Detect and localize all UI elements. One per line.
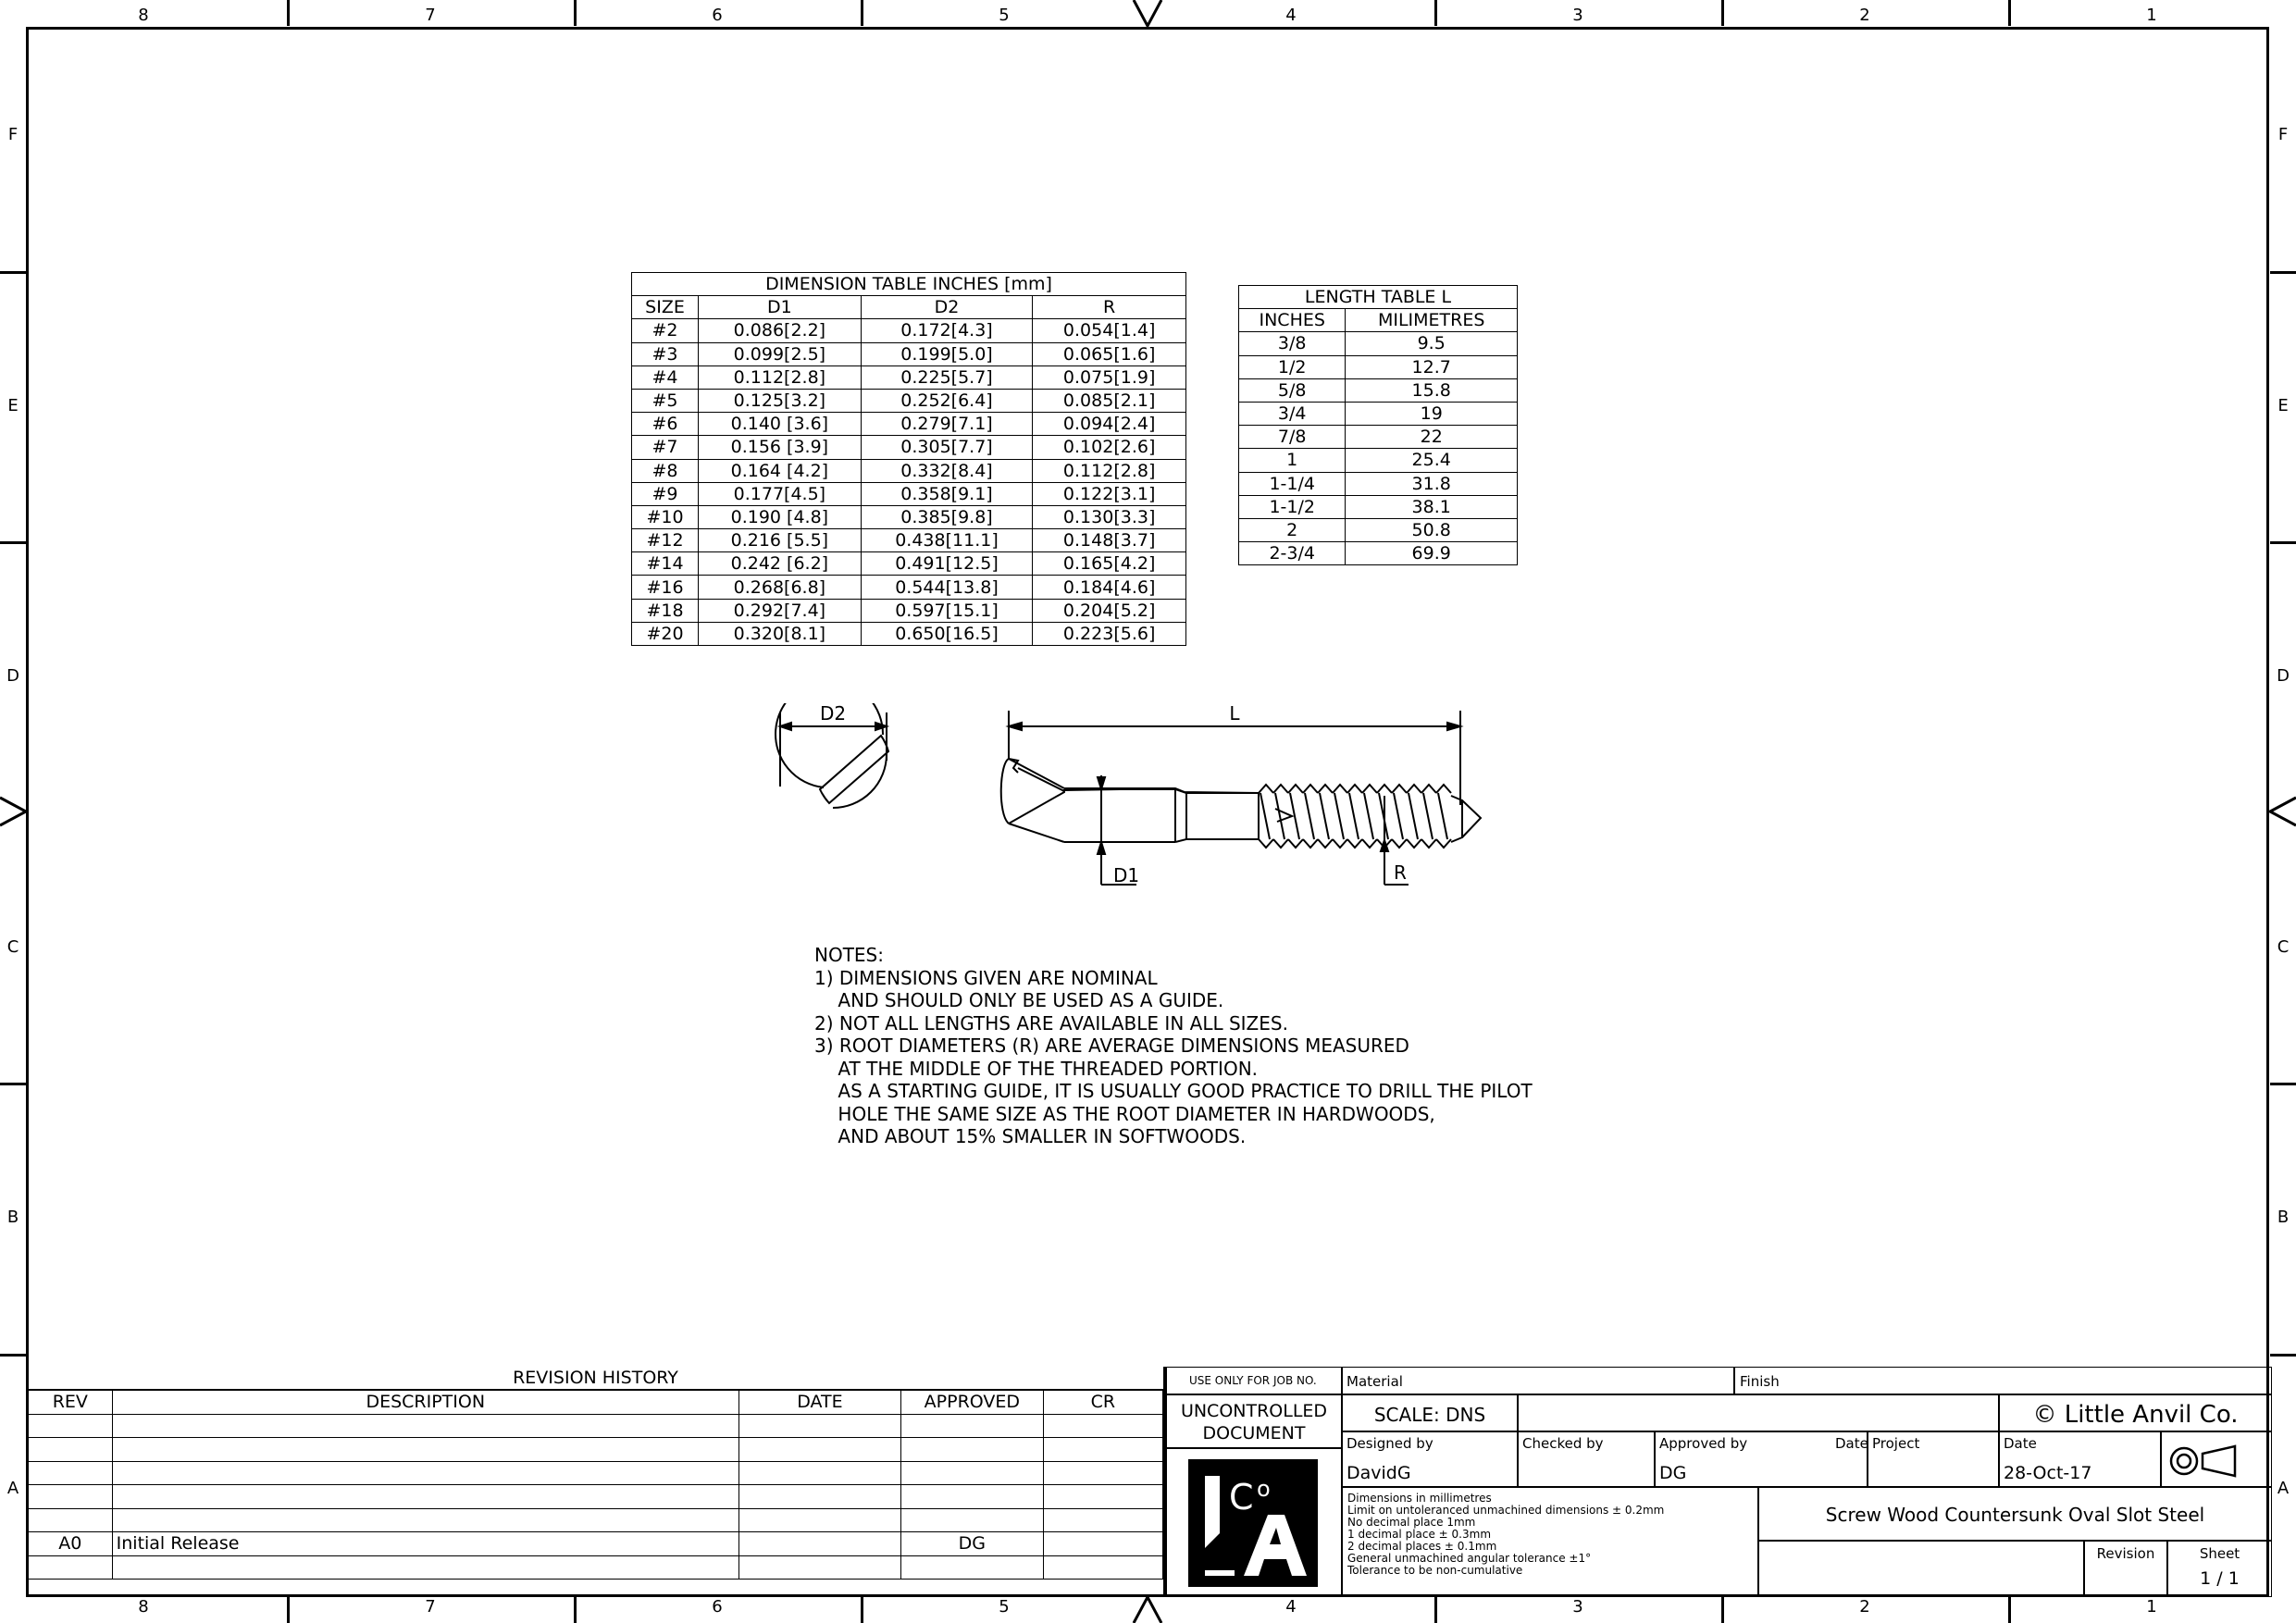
table-row <box>1239 332 1518 355</box>
revision-cell <box>1043 1438 1162 1462</box>
notes <box>814 944 1533 1148</box>
thread-segment <box>1318 785 1333 848</box>
uncontrolled-line-2: DOCUMENT <box>1202 1423 1306 1443</box>
zone-col-5-bottom: 5 <box>999 1597 1010 1617</box>
table-row <box>29 1414 1163 1438</box>
tolerance-line: Dimensions in millimetres <box>1347 1492 1492 1505</box>
table-row <box>632 389 1186 412</box>
revision-cell <box>901 1438 1044 1462</box>
revision-cell <box>738 1414 900 1438</box>
revision-cell <box>112 1508 738 1532</box>
dimension-table-cell: #18 <box>632 599 699 622</box>
length-table <box>1238 285 1518 565</box>
revision-cell <box>901 1555 1044 1580</box>
revision-header-cell: REV <box>29 1391 113 1415</box>
table-row <box>29 1438 1163 1462</box>
date-label: Date <box>1835 1435 1868 1452</box>
dimension-table-cell: 0.199[5.0] <box>861 342 1033 365</box>
length-table-cell: 2-3/4 <box>1239 542 1346 565</box>
approved-by-value: DG <box>1659 1463 1687 1483</box>
revision-cell <box>1043 1508 1162 1532</box>
zone-col-4-bottom: 4 <box>1285 1597 1297 1617</box>
revision-header-cell: APPROVED <box>901 1391 1044 1415</box>
tolerance-line: Tolerance to be non-cumulative <box>1347 1564 1523 1577</box>
screw-drawing <box>759 703 1499 898</box>
dimension-table-cell: 0.268[6.8] <box>699 576 862 599</box>
table-row <box>1239 426 1518 449</box>
length-table-cell: 15.8 <box>1346 378 1518 402</box>
checked-by-label: Checked by <box>1522 1435 1604 1452</box>
table-row <box>632 459 1186 482</box>
revision-cell <box>1043 1414 1162 1438</box>
length-table-cell: 31.8 <box>1346 472 1518 495</box>
dimension-table-cell: 0.305[7.7] <box>861 436 1033 459</box>
revision-cell <box>29 1414 113 1438</box>
table-row <box>632 505 1186 528</box>
length-table-cell: 19 <box>1346 402 1518 425</box>
dimension-table-cell: 0.225[5.7] <box>861 365 1033 389</box>
zone-col-3-top: 3 <box>1572 6 1583 25</box>
sheet-value: 1 / 1 <box>2200 1568 2240 1589</box>
dimension-table-cell: 0.252[6.4] <box>861 389 1033 412</box>
dimension-table-cell: 0.177[4.5] <box>699 482 862 505</box>
revision-cell <box>1043 1461 1162 1485</box>
zone-row-B-right: B <box>2277 1208 2290 1227</box>
dimension-table-cell: 0.650[16.5] <box>861 622 1033 645</box>
revision-cell: A0 <box>29 1532 113 1556</box>
length-table-cell: 3/4 <box>1239 402 1346 425</box>
table-row <box>1239 449 1518 472</box>
dimension-table-header-cell: SIZE <box>632 296 699 319</box>
copyright-label: © Little Anvil Co. <box>2032 1401 2239 1429</box>
dimension-table-cell: 0.094[2.4] <box>1033 413 1186 436</box>
dimension-table-cell: 0.385[9.8] <box>861 505 1033 528</box>
dimension-table-cell: 0.112[2.8] <box>1033 459 1186 482</box>
tolerance-line: No decimal place 1mm <box>1347 1516 1476 1529</box>
length-table-cell: 22 <box>1346 426 1518 449</box>
zone-col-6-bottom: 6 <box>712 1597 723 1617</box>
revision-cell <box>901 1461 1044 1485</box>
zone-row-C-left: C <box>6 936 19 957</box>
revision-cell <box>29 1438 113 1462</box>
length-table-cell: 1 <box>1239 449 1346 472</box>
length-table-cell: 25.4 <box>1346 449 1518 472</box>
material-label: Material <box>1347 1373 1403 1390</box>
thread-segment <box>1273 785 1288 848</box>
dimension-table-cell: 0.122[3.1] <box>1033 482 1186 505</box>
revision-cell <box>1043 1555 1162 1580</box>
revision-cell <box>738 1461 900 1485</box>
dimension-table-cell: 0.597[15.1] <box>861 599 1033 622</box>
table-row <box>29 1532 1163 1556</box>
zone-col-7-bottom: 7 <box>425 1597 436 1617</box>
length-table-cell: 1-1/2 <box>1239 495 1346 518</box>
dimension-table-cell: 0.130[3.3] <box>1033 505 1186 528</box>
thread-segment <box>1362 785 1377 848</box>
revision-cell <box>901 1508 1044 1532</box>
revision-cell <box>738 1555 900 1580</box>
thread-segment <box>1259 785 1273 848</box>
dimension-table-cell: 0.075[1.9] <box>1033 365 1186 389</box>
dimension-table-cell: #2 <box>632 319 699 342</box>
scale-label: SCALE: DNS <box>1373 1404 1486 1426</box>
dimension-table-cell: 0.165[4.2] <box>1033 552 1186 576</box>
thread-segment <box>1303 785 1318 848</box>
length-table-cell: 50.8 <box>1346 518 1518 541</box>
designed-by-label: Designed by <box>1347 1435 1433 1452</box>
thread-segment <box>1407 785 1421 848</box>
label-d2: D2 <box>819 703 847 725</box>
date2-label: Date <box>2004 1435 2037 1452</box>
dimension-table-cell: 0.054[1.4] <box>1033 319 1186 342</box>
note-line: 3) ROOT DIAMETERS (R) ARE AVERAGE DIMENSIONS MEASURED <box>814 1035 1409 1057</box>
zone-col-8-top: 8 <box>138 6 149 25</box>
revision-cell <box>738 1532 900 1556</box>
label-r: R <box>1394 861 1407 884</box>
note-line: HOLE THE SAME SIZE AS THE ROOT DIAMETER IN HARDWOODS, <box>814 1102 1435 1125</box>
dimension-table-cell: #16 <box>632 576 699 599</box>
zone-row-A-right: A <box>2277 1478 2290 1498</box>
zone-col-2-top: 2 <box>1859 6 1870 25</box>
zone-row-E-right: E <box>2277 395 2289 415</box>
job-number-label: USE ONLY FOR JOB NO. <box>1189 1374 1317 1387</box>
table-row <box>632 529 1186 552</box>
table-row <box>632 599 1186 622</box>
dimension-table-header-cell: R <box>1033 296 1186 319</box>
zone-row-E-left: E <box>7 395 19 415</box>
zone-row-D-left: D <box>6 666 19 686</box>
table-row <box>632 319 1186 342</box>
dimension-table-cell: #14 <box>632 552 699 576</box>
dimension-table-cell: 0.156 [3.9] <box>699 436 862 459</box>
label-l: L <box>1229 703 1240 725</box>
zone-col-7-top: 7 <box>425 6 436 25</box>
company-logo <box>1188 1459 1318 1587</box>
dimension-table-cell: 0.125[3.2] <box>699 389 862 412</box>
revision-cell <box>901 1414 1044 1438</box>
note-line: 1) DIMENSIONS GIVEN ARE NOMINAL <box>814 966 1158 989</box>
length-table-cell: 12.7 <box>1346 355 1518 378</box>
designed-by-value: DavidG <box>1347 1463 1411 1483</box>
table-row <box>632 622 1186 645</box>
dimension-table-cell: 0.332[8.4] <box>861 459 1033 482</box>
table-row <box>29 1508 1163 1532</box>
dimension-table-cell: 0.148[3.7] <box>1033 529 1186 552</box>
finish-label: Finish <box>1740 1373 1780 1390</box>
revision-cell <box>738 1508 900 1532</box>
dimension-table-cell: 0.112[2.8] <box>699 365 862 389</box>
revision-header-cell: DATE <box>738 1391 900 1415</box>
table-row <box>1239 542 1518 565</box>
tolerance-line: 1 decimal place ± 0.3mm <box>1347 1528 1492 1541</box>
note-line: 2) NOT ALL LENGTHS ARE AVAILABLE IN ALL SIZES. <box>814 1011 1288 1035</box>
dimension-table-cell: #7 <box>632 436 699 459</box>
length-table-cell: 7/8 <box>1239 426 1346 449</box>
revision-cell <box>29 1461 113 1485</box>
revision-cell <box>112 1414 738 1438</box>
table-row <box>1239 355 1518 378</box>
table-row <box>1239 495 1518 518</box>
title-block <box>1163 1367 2269 1597</box>
table-row <box>1239 518 1518 541</box>
zone-row-D-right: D <box>2277 666 2290 686</box>
revision-cell <box>112 1555 738 1580</box>
revision-history <box>28 1367 1163 1580</box>
revision-cell <box>1043 1485 1162 1509</box>
revision-cell <box>738 1438 900 1462</box>
revision-cell <box>29 1555 113 1580</box>
zone-col-8-bottom: 8 <box>138 1597 149 1617</box>
table-row <box>632 482 1186 505</box>
zone-row-F-right: F <box>2277 125 2289 144</box>
dimension-table-cell: #4 <box>632 365 699 389</box>
revision-header-cell: CR <box>1043 1391 1162 1415</box>
projection-symbol-icon <box>2166 1443 2267 1480</box>
length-table-cell: 1/2 <box>1239 355 1346 378</box>
revision-cell <box>112 1438 738 1462</box>
dimension-table-cell: 0.099[2.5] <box>699 342 862 365</box>
thread-segment <box>1421 785 1436 848</box>
dimension-table-title: DIMENSION TABLE INCHES [mm] <box>632 273 1186 296</box>
table-row <box>1239 472 1518 495</box>
thread-segment <box>1333 785 1347 848</box>
revision-cell <box>112 1485 738 1509</box>
dimension-table-cell: 0.242 [6.2] <box>699 552 862 576</box>
dimension-table-cell: 0.279[7.1] <box>861 413 1033 436</box>
revision-cell: Initial Release <box>112 1532 738 1556</box>
approved-by-label: Approved by <box>1659 1435 1748 1452</box>
dimension-table-cell: 0.140 [3.6] <box>699 413 862 436</box>
zone-row-A-left: A <box>6 1478 19 1498</box>
dimension-table-cell: 0.086[2.2] <box>699 319 862 342</box>
length-table-cell: 38.1 <box>1346 495 1518 518</box>
note-line: AT THE MIDDLE OF THE THREADED PORTION. <box>814 1057 1259 1080</box>
table-row <box>1239 378 1518 402</box>
drawing-title: Screw Wood Countersunk Oval Slot Steel <box>1825 1504 2205 1526</box>
dimension-table-cell: #5 <box>632 389 699 412</box>
dimension-table-cell: 0.292[7.4] <box>699 599 862 622</box>
tolerance-line: Limit on untoleranced unmachined dimensions ± 0.2mm <box>1347 1504 1665 1517</box>
revision-header-cell: DESCRIPTION <box>112 1391 738 1415</box>
dimension-table-cell: 0.065[1.6] <box>1033 342 1186 365</box>
length-table-cell: 9.5 <box>1346 332 1518 355</box>
thread-segment <box>1347 785 1362 848</box>
dimension-table-cell: 0.172[4.3] <box>861 319 1033 342</box>
dimension-table-cell: 0.164 [4.2] <box>699 459 862 482</box>
length-table-cell: 3/8 <box>1239 332 1346 355</box>
dimension-table-cell: #3 <box>632 342 699 365</box>
tolerance-line: General unmachined angular tolerance ±1° <box>1347 1552 1592 1565</box>
dimension-table-header-cell: D1 <box>699 296 862 319</box>
zone-col-2-bottom: 2 <box>1859 1597 1870 1617</box>
length-table-header-cell: INCHES <box>1239 309 1346 332</box>
revision-cell <box>112 1461 738 1485</box>
zone-col-1-top: 1 <box>2146 6 2157 25</box>
revision-cell <box>29 1485 113 1509</box>
dimension-table-cell: 0.544[13.8] <box>861 576 1033 599</box>
label-d1: D1 <box>1113 864 1140 886</box>
revision-history-title: REVISION HISTORY <box>28 1367 1163 1390</box>
uncontrolled-line-1: UNCONTROLLED <box>1180 1401 1328 1421</box>
zone-col-1-bottom: 1 <box>2146 1597 2157 1617</box>
dimension-table-cell: 0.204[5.2] <box>1033 599 1186 622</box>
tolerances-note <box>1347 1493 1664 1577</box>
zone-row-C-right: C <box>2277 936 2290 957</box>
dimension-table-cell: 0.085[2.1] <box>1033 389 1186 412</box>
dimension-table-cell: 0.184[4.6] <box>1033 576 1186 599</box>
zone-row-B-left: B <box>6 1208 19 1227</box>
length-table-header-cell: MILIMETRES <box>1346 309 1518 332</box>
dimension-table-cell: #6 <box>632 413 699 436</box>
revision-cell: DG <box>901 1532 1044 1556</box>
revision-cell <box>1043 1532 1162 1556</box>
revision-cell <box>738 1485 900 1509</box>
revision-cell <box>901 1485 1044 1509</box>
zone-col-3-bottom: 3 <box>1572 1597 1583 1617</box>
length-table-title: LENGTH TABLE L <box>1239 286 1518 309</box>
note-line: AND SHOULD ONLY BE USED AS A GUIDE. <box>814 989 1224 1011</box>
dimension-table-cell: #20 <box>632 622 699 645</box>
dimension-table-cell: #10 <box>632 505 699 528</box>
table-row <box>1239 402 1518 425</box>
zone-col-4-top: 4 <box>1285 6 1297 25</box>
dimension-table-cell: 0.102[2.6] <box>1033 436 1186 459</box>
zone-row-F-left: F <box>7 125 19 144</box>
table-row <box>632 413 1186 436</box>
dimension-table-cell: 0.190 [4.8] <box>699 505 862 528</box>
dimension-table-header-cell: D2 <box>861 296 1033 319</box>
dimension-table-cell: 0.216 [5.5] <box>699 529 862 552</box>
zone-col-5-top: 5 <box>999 6 1010 25</box>
thread-segment <box>1436 785 1451 848</box>
screw-side-view <box>1001 759 1292 842</box>
dimension-table-cell: 0.491[12.5] <box>861 552 1033 576</box>
table-row <box>29 1485 1163 1509</box>
date-value: 28-Oct-17 <box>2004 1463 2092 1483</box>
dimension-table-cell: #8 <box>632 459 699 482</box>
uncontrolled-label <box>1166 1400 1342 1444</box>
note-line: NOTES: <box>814 944 884 966</box>
revision-label: Revision <box>2096 1545 2155 1562</box>
zone-col-6-top: 6 <box>712 6 723 25</box>
length-table-cell: 69.9 <box>1346 542 1518 565</box>
dimension-table <box>631 272 1186 646</box>
dimension-table-cell: 0.358[9.1] <box>861 482 1033 505</box>
table-row <box>632 436 1186 459</box>
dimension-table-cell: #9 <box>632 482 699 505</box>
length-table-cell: 2 <box>1239 518 1346 541</box>
dimension-table-cell: #12 <box>632 529 699 552</box>
thread-segment <box>1392 785 1407 848</box>
tolerance-line: 2 decimal places ± 0.1mm <box>1347 1540 1497 1553</box>
note-line: AS A STARTING GUIDE, IT IS USUALLY GOOD PRACTICE TO DRILL THE PILOT <box>814 1080 1533 1102</box>
dimension-table-cell: 0.223[5.6] <box>1033 622 1186 645</box>
length-table-cell: 5/8 <box>1239 378 1346 402</box>
dimension-table-cell: 0.438[11.1] <box>861 529 1033 552</box>
table-row <box>632 342 1186 365</box>
sheet-label: Sheet <box>2199 1545 2240 1562</box>
svg-text:o: o <box>1257 1476 1271 1502</box>
project-label: Project <box>1872 1435 1920 1452</box>
svg-text:C: C <box>1229 1477 1254 1518</box>
table-row <box>29 1461 1163 1485</box>
dimension-table-cell: 0.320[8.1] <box>699 622 862 645</box>
table-row <box>632 576 1186 599</box>
table-row <box>29 1555 1163 1580</box>
revision-cell <box>29 1508 113 1532</box>
note-line: AND ABOUT 15% SMALLER IN SOFTWOODS. <box>814 1125 1247 1147</box>
table-row <box>632 552 1186 576</box>
table-row <box>632 365 1186 389</box>
length-table-cell: 1-1/4 <box>1239 472 1346 495</box>
